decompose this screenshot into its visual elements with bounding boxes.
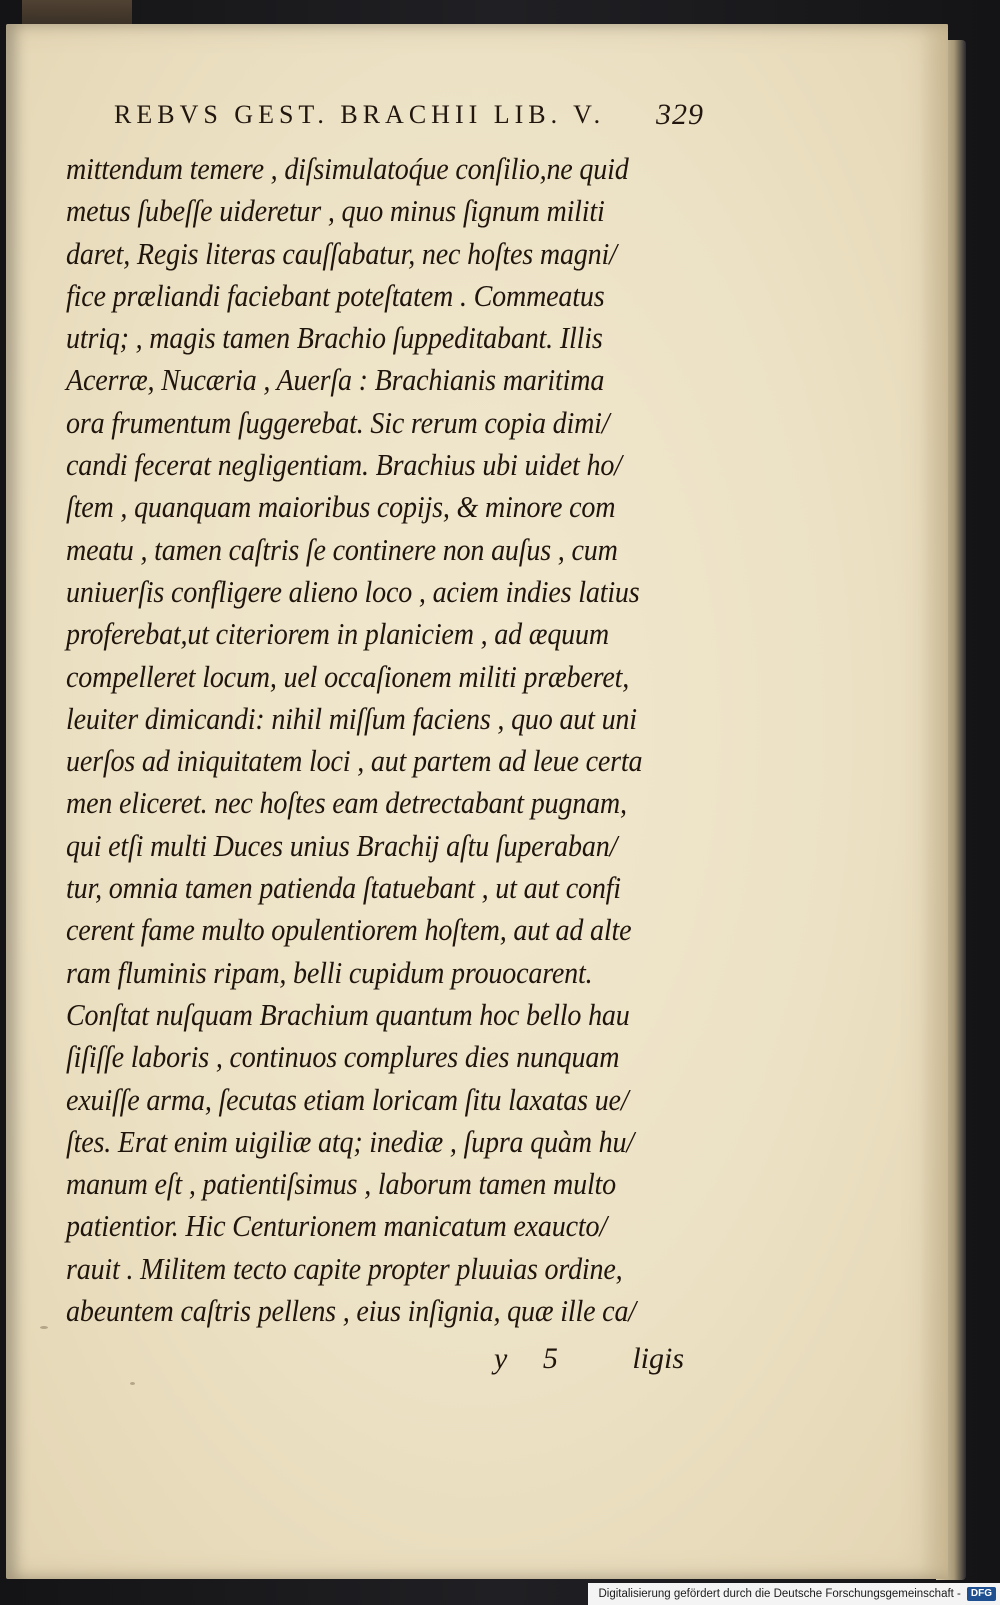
digitization-credit xyxy=(588,1583,1000,1605)
text-line: fice præliandi faciebant poteſtatem . Commeatus xyxy=(66,278,605,313)
page-number: 329 xyxy=(656,98,704,131)
text-line: Acerræ, Nucæria , Auerſa : Brachianis maritima xyxy=(66,363,605,398)
text-line: leuiter dimicandi: nihil miſſum faciens , quo aut uni xyxy=(66,701,637,736)
page-footer xyxy=(66,1342,706,1386)
page-shading xyxy=(920,24,948,1579)
paper-speck xyxy=(130,1382,135,1385)
text-line: proferebat,ut citeriorem in planiciem , ad æquum xyxy=(66,617,609,652)
paper-speck xyxy=(40,1326,48,1329)
credit-text: Digitalisierung gefördert durch die Deutsche Forschungsgemeinschaft - xyxy=(598,1588,961,1600)
text-line: uerſos ad iniquitatem loci , aut partem ad leue certa xyxy=(66,744,643,779)
text-line: cerent fame multo opulentiorem hoſtem, aut ad alte xyxy=(66,913,632,948)
text-line: qui etſi multi Duces unius Brachij aſtu ſuperaban/ xyxy=(66,828,618,863)
text-line: candi fecerat negligentiam. Brachius ubi uidet ho/ xyxy=(66,448,622,483)
text-line: mittendum temere , diſsimulatoq́ue conſilio,ne quid xyxy=(66,152,629,186)
signature-mark: y 5 xyxy=(494,1342,572,1375)
text-line: ora frumentum ſuggerebat. Sic rerum copia dimi/ xyxy=(66,405,610,440)
catchword: ligis xyxy=(632,1342,684,1375)
text-line: exuiſſe arma, ſecutas etiam loricam ſitu laxatas ue/ xyxy=(66,1082,629,1117)
text-line: utriq; , magis tamen Brachio ſuppeditabant. Illis xyxy=(66,321,603,356)
text-line: metus ſubeſſe uideretur , quo minus ſignum militi xyxy=(66,194,605,229)
text-line: ſiſiſſe laboris , continuos complures dies nunquam xyxy=(66,1040,620,1075)
text-line: ram fluminis ripam, belli cupidum prouocarent. xyxy=(66,955,593,990)
text-line: Conſtat nuſquam Brachium quantum hoc bello hau xyxy=(66,997,630,1032)
text-line: compelleret locum, uel occaſionem militi præberet, xyxy=(66,659,630,694)
text-line: tur, omnia tamen patienda ſtatuebant , ut aut confi xyxy=(66,871,621,906)
text-line: uniuerſis confligere alieno loco , aciem indies latius xyxy=(66,574,640,609)
text-line: ſtem , quanquam maioribus copijs, & minore com xyxy=(66,490,616,525)
text-line: patientior. Hic Centurionem manicatum exaucto/ xyxy=(66,1209,607,1244)
book-page xyxy=(6,24,948,1579)
running-head-title: REBVS GEST. BRACHII LIB. V. xyxy=(114,100,606,129)
text-line: ſtes. Erat enim uigiliæ atq; inediæ , ſupra quàm hu/ xyxy=(66,1124,634,1159)
text-line: manum eſt , patientiſsimus , laborum tamen multo xyxy=(66,1167,617,1202)
dfg-logo-icon: DFG xyxy=(967,1587,996,1601)
text-line: meatu , tamen caſtris ſe continere non auſus , cum xyxy=(66,532,618,567)
text-line: rauit . Militem tecto capite propter pluuias ordine, xyxy=(66,1251,623,1286)
body-text xyxy=(66,148,706,1332)
running-head xyxy=(114,96,704,136)
text-line: abeuntem caſtris pellens , eius inſignia, quæ ille ca/ xyxy=(66,1294,636,1329)
text-line: daret, Regis literas cauſſabatur, nec hoſtes magni/ xyxy=(66,236,617,271)
text-line: men eliceret. nec hoſtes eam detrectabant pugnam, xyxy=(66,786,627,821)
